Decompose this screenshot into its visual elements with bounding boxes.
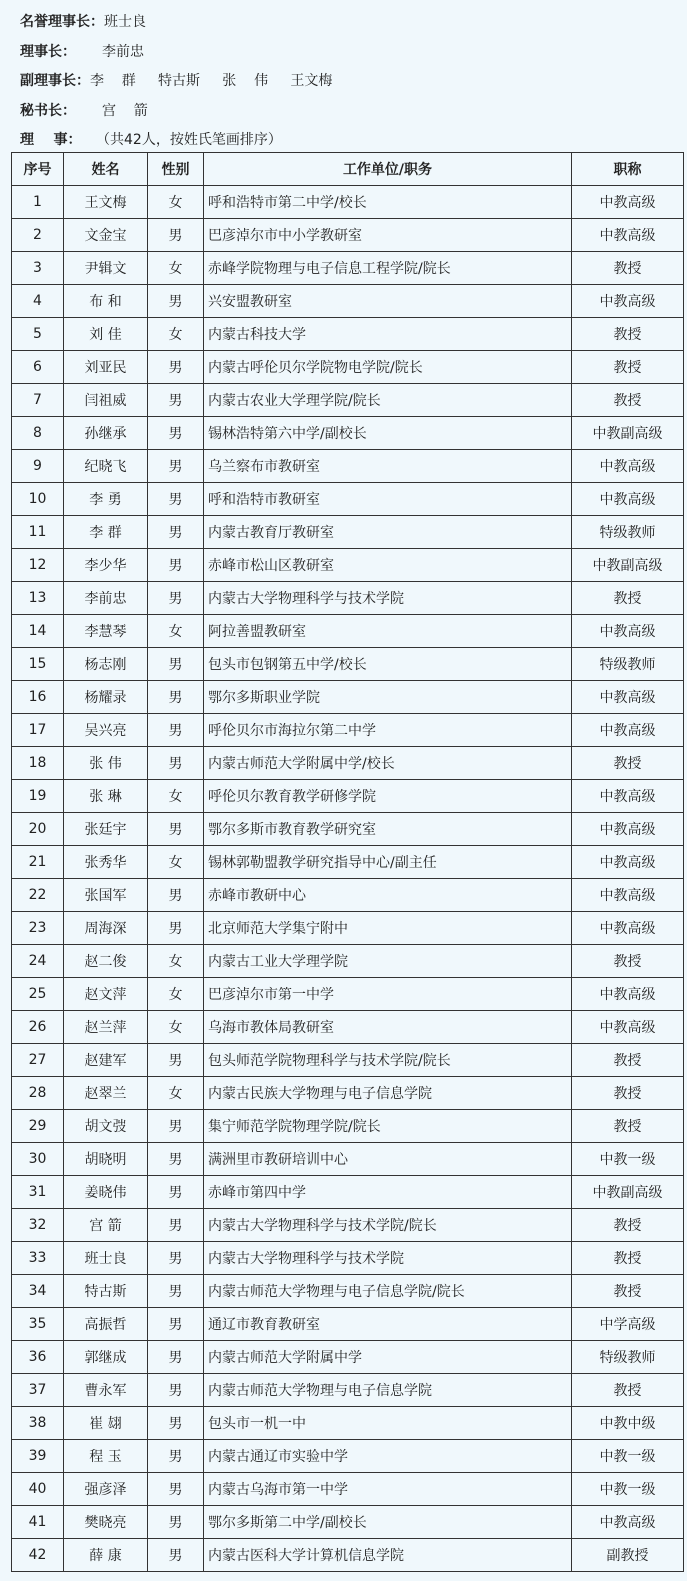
cell-gender: 男: [148, 549, 204, 582]
table-row: [12, 648, 684, 681]
cell-index: 22: [12, 879, 64, 912]
cell-gender: 男: [148, 1209, 204, 1242]
cell-gender: 女: [148, 978, 204, 1011]
cell-workplace: 赤峰市松山区教研室: [204, 549, 572, 582]
cell-title: 中教中级: [572, 1407, 684, 1440]
cell-index: 37: [12, 1374, 64, 1407]
cell-name: 杨耀录: [64, 681, 148, 714]
cell-workplace: 内蒙古大学物理科学与技术学院/院长: [204, 1209, 572, 1242]
cell-title: 中教一级: [572, 1143, 684, 1176]
cell-name: 纪晓飞: [64, 450, 148, 483]
cell-title: 教授: [572, 582, 684, 615]
cell-gender: 女: [148, 1011, 204, 1044]
cell-name: 李前忠: [64, 582, 148, 615]
table-row: [12, 1506, 684, 1539]
cell-title: 中教副高级: [572, 1176, 684, 1209]
cell-title: 教授: [572, 945, 684, 978]
table-row: [12, 1077, 684, 1110]
table-row: [12, 879, 684, 912]
cell-index: 41: [12, 1506, 64, 1539]
cell-name: 吴兴亮: [64, 714, 148, 747]
cell-name: 布 和: [64, 285, 148, 318]
cell-title: 中教高级: [572, 813, 684, 846]
cell-index: 9: [12, 450, 64, 483]
cell-index: 10: [12, 483, 64, 516]
cell-gender: 男: [148, 384, 204, 417]
table-row: [12, 1407, 684, 1440]
cell-workplace: 内蒙古师范大学附属中学/校长: [204, 747, 572, 780]
table-row: [12, 1242, 684, 1275]
cell-index: 11: [12, 516, 64, 549]
cell-gender: 男: [148, 1044, 204, 1077]
cell-workplace: 乌海市教体局教研室: [204, 1011, 572, 1044]
cell-title: 中教高级: [572, 846, 684, 879]
cell-name: 刘 佳: [64, 318, 148, 351]
table-row: [12, 1539, 684, 1572]
column-header-name: 姓名: [64, 153, 148, 186]
cell-workplace: 内蒙古呼伦贝尔学院物电学院/院长: [204, 351, 572, 384]
cell-index: 23: [12, 912, 64, 945]
cell-gender: 女: [148, 252, 204, 285]
cell-gender: 男: [148, 483, 204, 516]
cell-workplace: 内蒙古教育厅教研室: [204, 516, 572, 549]
cell-workplace: 鄂尔多斯第二中学/副校长: [204, 1506, 572, 1539]
cell-workplace: 呼和浩特市第二中学/校长: [204, 186, 572, 219]
chair-label: 理事长：: [20, 43, 76, 60]
council-header: [0, 0, 687, 156]
cell-name: 张廷宇: [64, 813, 148, 846]
cell-name: 强彦泽: [64, 1473, 148, 1506]
cell-title: 中教副高级: [572, 549, 684, 582]
cell-title: 教授: [572, 1110, 684, 1143]
secretary-value: 宫 箭: [102, 102, 148, 119]
cell-gender: 女: [148, 780, 204, 813]
cell-index: 39: [12, 1440, 64, 1473]
table-row: [12, 186, 684, 219]
cell-index: 28: [12, 1077, 64, 1110]
cell-gender: 男: [148, 1341, 204, 1374]
cell-gender: 女: [148, 1077, 204, 1110]
cell-workplace: 内蒙古农业大学理学院/院长: [204, 384, 572, 417]
cell-workplace: 锡林浩特第六中学/副校长: [204, 417, 572, 450]
cell-name: 胡晓明: [64, 1143, 148, 1176]
cell-gender: 男: [148, 681, 204, 714]
cell-name: 李 勇: [64, 483, 148, 516]
cell-gender: 女: [148, 186, 204, 219]
cell-gender: 男: [148, 1176, 204, 1209]
cell-gender: 男: [148, 351, 204, 384]
cell-workplace: 内蒙古师范大学附属中学: [204, 1341, 572, 1374]
cell-gender: 男: [148, 285, 204, 318]
table-row: [12, 813, 684, 846]
cell-index: 3: [12, 252, 64, 285]
cell-title: 中教高级: [572, 615, 684, 648]
cell-index: 6: [12, 351, 64, 384]
table-row: [12, 912, 684, 945]
cell-gender: 男: [148, 582, 204, 615]
secretary-line: [20, 97, 687, 127]
cell-name: 张秀华: [64, 846, 148, 879]
cell-name: 李 群: [64, 516, 148, 549]
cell-name: 宫 箭: [64, 1209, 148, 1242]
cell-title: 教授: [572, 747, 684, 780]
table-row: [12, 1308, 684, 1341]
cell-workplace: 包头师范学院物理科学与技术学院/院长: [204, 1044, 572, 1077]
cell-gender: 男: [148, 912, 204, 945]
cell-gender: 女: [148, 615, 204, 648]
table-row: [12, 450, 684, 483]
table-row: [12, 615, 684, 648]
cell-gender: 男: [148, 1242, 204, 1275]
table-row: [12, 252, 684, 285]
table-row: [12, 846, 684, 879]
cell-workplace: 北京师范大学集宁附中: [204, 912, 572, 945]
cell-workplace: 满洲里市教研培训中心: [204, 1143, 572, 1176]
cell-name: 曹永军: [64, 1374, 148, 1407]
cell-title: 教授: [572, 1242, 684, 1275]
table-row: [12, 549, 684, 582]
table-row: [12, 384, 684, 417]
cell-index: 34: [12, 1275, 64, 1308]
table-row: [12, 1341, 684, 1374]
cell-name: 高振哲: [64, 1308, 148, 1341]
table-row: [12, 285, 684, 318]
cell-workplace: 内蒙古医科大学计算机信息学院: [204, 1539, 572, 1572]
cell-workplace: 锡林郭勒盟教学研究指导中心/副主任: [204, 846, 572, 879]
cell-index: 21: [12, 846, 64, 879]
cell-index: 32: [12, 1209, 64, 1242]
table-row: [12, 516, 684, 549]
table-row: [12, 1473, 684, 1506]
cell-name: 赵建军: [64, 1044, 148, 1077]
cell-index: 31: [12, 1176, 64, 1209]
cell-name: 樊晓亮: [64, 1506, 148, 1539]
cell-workplace: 呼伦贝尔教育教学研修学院: [204, 780, 572, 813]
cell-gender: 男: [148, 813, 204, 846]
cell-workplace: 巴彦淖尔市中小学教研室: [204, 219, 572, 252]
cell-index: 20: [12, 813, 64, 846]
table-row: [12, 1143, 684, 1176]
cell-gender: 男: [148, 879, 204, 912]
cell-name: 尹辑文: [64, 252, 148, 285]
cell-title: 中教一级: [572, 1440, 684, 1473]
cell-gender: 男: [148, 417, 204, 450]
table-row: [12, 1440, 684, 1473]
cell-title: 中教高级: [572, 285, 684, 318]
cell-name: 赵文萍: [64, 978, 148, 1011]
cell-workplace: 赤峰市第四中学: [204, 1176, 572, 1209]
cell-index: 17: [12, 714, 64, 747]
cell-gender: 男: [148, 1539, 204, 1572]
cell-workplace: 内蒙古大学物理科学与技术学院: [204, 582, 572, 615]
table-row: [12, 351, 684, 384]
cell-workplace: 呼和浩特市教研室: [204, 483, 572, 516]
cell-workplace: 乌兰察布市教研室: [204, 450, 572, 483]
cell-title: 中教一级: [572, 1473, 684, 1506]
cell-title: 中教高级: [572, 450, 684, 483]
cell-name: 刘亚民: [64, 351, 148, 384]
cell-name: 张 伟: [64, 747, 148, 780]
cell-index: 8: [12, 417, 64, 450]
cell-index: 14: [12, 615, 64, 648]
cell-gender: 男: [148, 747, 204, 780]
cell-gender: 男: [148, 1407, 204, 1440]
cell-workplace: 赤峰学院物理与电子信息工程学院/院长: [204, 252, 572, 285]
cell-gender: 男: [148, 1473, 204, 1506]
cell-index: 5: [12, 318, 64, 351]
cell-index: 35: [12, 1308, 64, 1341]
cell-workplace: 鄂尔多斯职业学院: [204, 681, 572, 714]
cell-index: 29: [12, 1110, 64, 1143]
cell-workplace: 内蒙古通辽市实验中学: [204, 1440, 572, 1473]
cell-workplace: 赤峰市教研中心: [204, 879, 572, 912]
cell-gender: 男: [148, 1440, 204, 1473]
directors-label: 理 事：: [20, 132, 82, 148]
directors-note: （共42人，按姓氏笔画排序）: [96, 132, 282, 148]
honorary-chair-value: 班士良: [104, 14, 146, 30]
cell-gender: 女: [148, 846, 204, 879]
honorary-chair-label: 名誉理事长：: [20, 14, 104, 30]
cell-index: 42: [12, 1539, 64, 1572]
cell-name: 程 玉: [64, 1440, 148, 1473]
table-row: [12, 582, 684, 615]
cell-index: 25: [12, 978, 64, 1011]
cell-workplace: 包头市包钢第五中学/校长: [204, 648, 572, 681]
cell-name: 李少华: [64, 549, 148, 582]
cell-name: 周海深: [64, 912, 148, 945]
cell-workplace: 集宁师范学院物理学院/院长: [204, 1110, 572, 1143]
column-header-index: 序号: [12, 153, 64, 186]
cell-name: 赵二俊: [64, 945, 148, 978]
table-row: [12, 1209, 684, 1242]
cell-title: 中教高级: [572, 219, 684, 252]
cell-workplace: 内蒙古师范大学物理与电子信息学院: [204, 1374, 572, 1407]
cell-name: 崔 翃: [64, 1407, 148, 1440]
cell-index: 4: [12, 285, 64, 318]
column-header-title: 职称: [572, 153, 684, 186]
cell-gender: 男: [148, 450, 204, 483]
table-row: [12, 978, 684, 1011]
cell-gender: 男: [148, 1110, 204, 1143]
cell-title: 中学高级: [572, 1308, 684, 1341]
cell-name: 赵兰萍: [64, 1011, 148, 1044]
cell-index: 7: [12, 384, 64, 417]
cell-name: 班士良: [64, 1242, 148, 1275]
cell-name: 薛 康: [64, 1539, 148, 1572]
cell-workplace: 内蒙古工业大学理学院: [204, 945, 572, 978]
cell-index: 26: [12, 1011, 64, 1044]
cell-title: 教授: [572, 318, 684, 351]
cell-gender: 男: [148, 714, 204, 747]
directors-table: [11, 152, 684, 1572]
cell-title: 教授: [572, 1374, 684, 1407]
cell-name: 王文梅: [64, 186, 148, 219]
cell-title: 中教高级: [572, 879, 684, 912]
cell-index: 18: [12, 747, 64, 780]
cell-index: 2: [12, 219, 64, 252]
cell-title: 中教高级: [572, 681, 684, 714]
table-row: [12, 1176, 684, 1209]
cell-name: 文金宝: [64, 219, 148, 252]
cell-title: 教授: [572, 351, 684, 384]
cell-title: 教授: [572, 384, 684, 417]
table-row: [12, 1011, 684, 1044]
chair-line: [20, 38, 687, 68]
cell-title: 中教高级: [572, 780, 684, 813]
cell-workplace: 内蒙古科技大学: [204, 318, 572, 351]
cell-index: 16: [12, 681, 64, 714]
table-row: [12, 1044, 684, 1077]
cell-name: 杨志刚: [64, 648, 148, 681]
cell-name: 闫祖威: [64, 384, 148, 417]
table-row: [12, 1275, 684, 1308]
table-row: [12, 780, 684, 813]
vice-chair-value: 李 群 特古斯 张 伟 王文梅: [90, 73, 333, 89]
cell-name: 张国军: [64, 879, 148, 912]
cell-index: 1: [12, 186, 64, 219]
honorary-chair-line: [20, 8, 687, 38]
vice-chair-label: 副理事长：: [20, 73, 90, 89]
cell-name: 孙继承: [64, 417, 148, 450]
cell-title: 教授: [572, 252, 684, 285]
cell-gender: 男: [148, 1506, 204, 1539]
table-row: [12, 219, 684, 252]
cell-name: 郭继成: [64, 1341, 148, 1374]
cell-name: 特古斯: [64, 1275, 148, 1308]
cell-gender: 男: [148, 516, 204, 549]
cell-title: 中教高级: [572, 483, 684, 516]
cell-index: 19: [12, 780, 64, 813]
table-row: [12, 747, 684, 780]
cell-gender: 男: [148, 1308, 204, 1341]
cell-name: 赵翠兰: [64, 1077, 148, 1110]
cell-gender: 男: [148, 219, 204, 252]
cell-workplace: 通辽市教育教研室: [204, 1308, 572, 1341]
cell-title: 中教高级: [572, 978, 684, 1011]
table-row: [12, 714, 684, 747]
cell-index: 27: [12, 1044, 64, 1077]
cell-gender: 男: [148, 1275, 204, 1308]
cell-index: 36: [12, 1341, 64, 1374]
cell-title: 特级教师: [572, 648, 684, 681]
cell-index: 12: [12, 549, 64, 582]
cell-workplace: 呼伦贝尔市海拉尔第二中学: [204, 714, 572, 747]
cell-title: 中教高级: [572, 1011, 684, 1044]
cell-index: 13: [12, 582, 64, 615]
cell-gender: 男: [148, 648, 204, 681]
cell-title: 教授: [572, 1044, 684, 1077]
cell-workplace: 兴安盟教研室: [204, 285, 572, 318]
cell-name: 姜晓伟: [64, 1176, 148, 1209]
cell-index: 40: [12, 1473, 64, 1506]
cell-workplace: 包头市一机一中: [204, 1407, 572, 1440]
table-header-row: [12, 153, 684, 186]
cell-title: 教授: [572, 1209, 684, 1242]
cell-title: 中教副高级: [572, 417, 684, 450]
table-row: [12, 681, 684, 714]
secretary-label: 秘书长：: [20, 102, 76, 119]
cell-index: 33: [12, 1242, 64, 1275]
cell-title: 教授: [572, 1275, 684, 1308]
cell-index: 38: [12, 1407, 64, 1440]
cell-gender: 女: [148, 945, 204, 978]
cell-gender: 男: [148, 1143, 204, 1176]
table-row: [12, 318, 684, 351]
chair-value: 李前忠: [102, 43, 144, 60]
cell-title: 特级教师: [572, 516, 684, 549]
vice-chair-line: [20, 67, 687, 97]
cell-gender: 女: [148, 318, 204, 351]
column-header-gender: 性别: [148, 153, 204, 186]
table-row: [12, 417, 684, 450]
cell-gender: 男: [148, 1374, 204, 1407]
cell-name: 胡文弢: [64, 1110, 148, 1143]
cell-workplace: 鄂尔多斯市教育教学研究室: [204, 813, 572, 846]
cell-title: 特级教师: [572, 1341, 684, 1374]
column-header-workplace: 工作单位/职务: [204, 153, 572, 186]
cell-name: 张 琳: [64, 780, 148, 813]
cell-title: 中教高级: [572, 912, 684, 945]
cell-workplace: 内蒙古大学物理科学与技术学院: [204, 1242, 572, 1275]
cell-title: 中教高级: [572, 1506, 684, 1539]
table-row: [12, 1374, 684, 1407]
cell-title: 中教高级: [572, 186, 684, 219]
cell-workplace: 内蒙古乌海市第一中学: [204, 1473, 572, 1506]
table-body: [12, 186, 684, 1572]
cell-index: 15: [12, 648, 64, 681]
cell-workplace: 内蒙古师范大学物理与电子信息学院/院长: [204, 1275, 572, 1308]
cell-workplace: 内蒙古民族大学物理与电子信息学院: [204, 1077, 572, 1110]
cell-title: 教授: [572, 1077, 684, 1110]
cell-name: 李慧琴: [64, 615, 148, 648]
cell-index: 30: [12, 1143, 64, 1176]
table-row: [12, 1110, 684, 1143]
table-row: [12, 483, 684, 516]
cell-title: 副教授: [572, 1539, 684, 1572]
cell-index: 24: [12, 945, 64, 978]
table-row: [12, 945, 684, 978]
cell-workplace: 巴彦淖尔市第一中学: [204, 978, 572, 1011]
cell-workplace: 阿拉善盟教研室: [204, 615, 572, 648]
cell-title: 中教高级: [572, 714, 684, 747]
